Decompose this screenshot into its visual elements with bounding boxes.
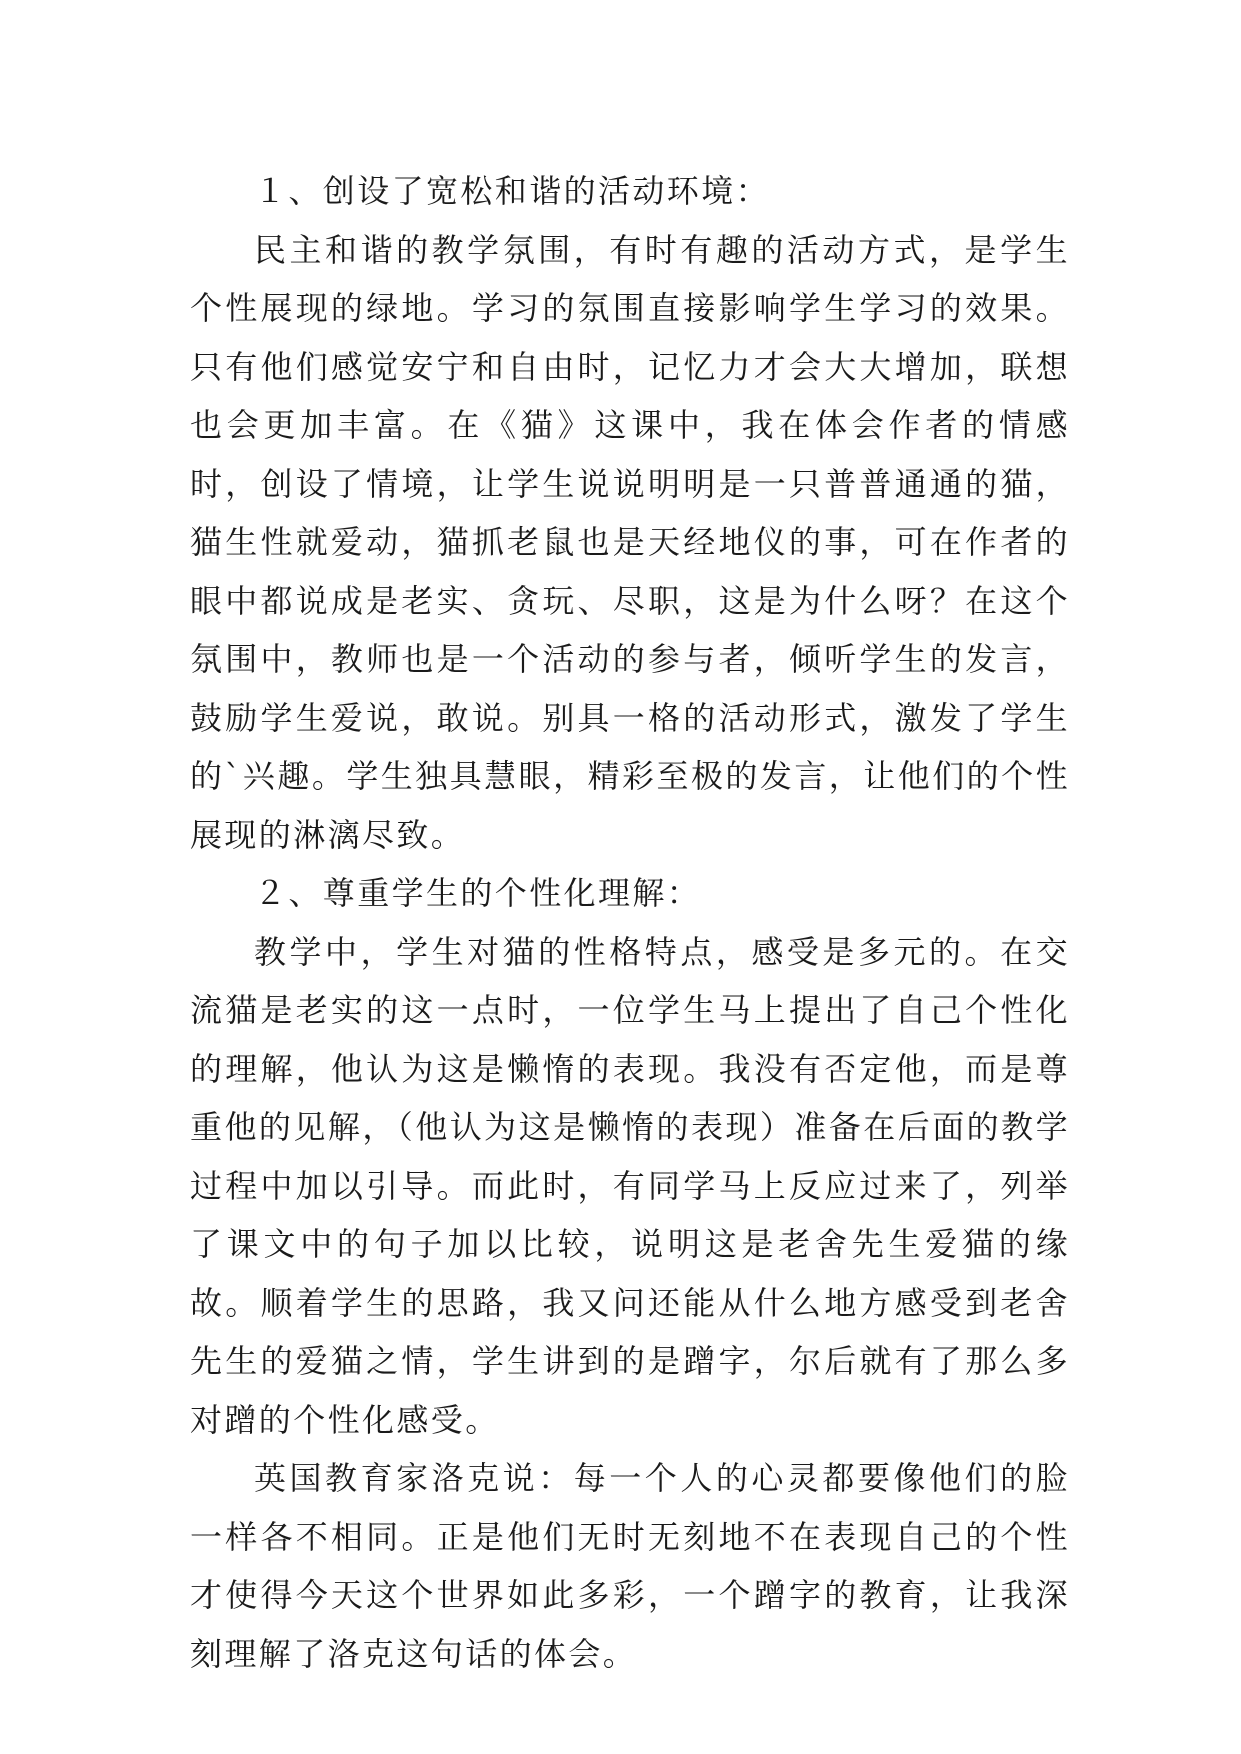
paragraph-2: 教学中，学生对猫的性格特点，感受是多元的。在交流猫是老实的这一点时，一位学生马上提出了自己个性化的理解，他认为这是懒惰的表现。我没有否定他，而是尊重他的见解，（他认为这是懒惰的表现）准备在后面的教学过程中加以引导。而此时，有同学马上反应过来了，列举了课文中的句子加以比较，说明这是老舍先生爱猫的缘故。顺着学生的思路，我又问还能从什么地方感受到老舍先生的爱猫之情，学生讲到的是蹭字，尔后就有了那么多对蹭的个性化感受。 — [190, 932, 1070, 1439]
paragraph-3: 英国教育家洛克说：每一个人的心灵都要像他们的脸一样各不相同。正是他们无时无刻地不在表现自己的个性才使得今天这个世界如此多彩，一个蹭字的教育，让我深刻理解了洛克这句话的体会。 — [190, 1459, 1070, 1673]
section-heading-1: １、创设了宽松和谐的活动环境： — [254, 172, 771, 210]
document-body — [190, 162, 1070, 1683]
paragraph-1: 民主和谐的教学氛围，有时有趣的活动方式，是学生个性展现的绿地。学习的氛围直接影响学生学习的效果。只有他们感觉安宁和自由时，记忆力才会大大增加，联想也会更加丰富。在《猫》这课中，我在体会作者的情感时，创设了情境，让学生说说明明是一只普普通通的猫，猫生性就爱动，猫抓老鼠也是天经地仪的事，可在作者的眼中都说成是老实、贪玩、尽职，这是为什么呀？在这个氛围中，教师也是一个活动的参与者，倾听学生的发言，鼓励学生爱说，敢说。别具一格的活动形式，激发了学生的`兴趣。学生独具慧眼，精彩至极的发言，让他们的个性展现的淋漓尽致。 — [190, 230, 1070, 854]
section-heading-2: ２、尊重学生的个性化理解： — [254, 874, 702, 912]
